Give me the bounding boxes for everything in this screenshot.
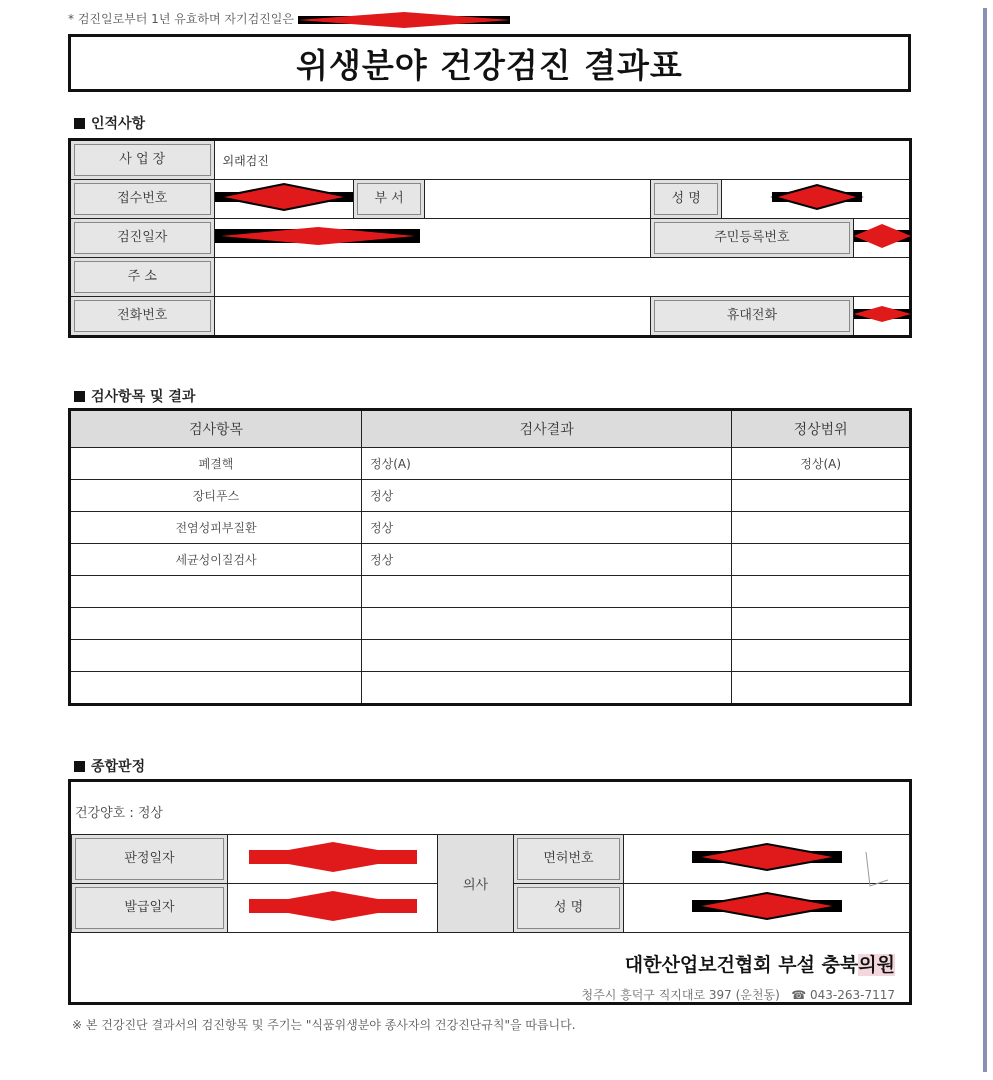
judge-date-value (228, 835, 438, 884)
redaction-mark (247, 889, 419, 923)
name-label: 성 명 (654, 183, 718, 215)
exam-date-label: 검진일자 (74, 222, 211, 254)
exam-date-value (214, 219, 651, 258)
table-row (70, 480, 911, 512)
validity-note: * 검진일로부터 1년 유효하며 자기검진일은 (68, 10, 510, 29)
address-label: 주 소 (74, 261, 211, 293)
phone-value (214, 297, 651, 337)
result-item: 폐결핵 (70, 448, 362, 480)
results-header-result: 검사결과 (362, 410, 732, 448)
issuing-organization: 대한산업보건협회 부설 충북의원 (624, 954, 895, 976)
redaction-mark (215, 182, 353, 212)
resident-no-value (853, 219, 910, 258)
stamp-highlight: 의원 (858, 954, 895, 976)
receipt-no-value (214, 180, 353, 219)
personal-info-table (68, 138, 912, 338)
table-row (70, 576, 911, 608)
result-value: 정상 (362, 480, 732, 512)
result-item (70, 640, 362, 672)
result-value: 정상 (362, 512, 732, 544)
redaction-mark (215, 221, 425, 251)
doctor-name-label: 성 명 (517, 887, 620, 929)
judge-date-label: 판정일자 (75, 838, 224, 880)
workplace-label: 사 업 장 (74, 144, 211, 176)
workplace-value: 외래검진 (214, 140, 911, 180)
section-results-heading: 검사항목 및 결과 (74, 386, 195, 406)
result-value: 정상 (362, 544, 732, 576)
result-range (732, 512, 911, 544)
table-row (70, 672, 911, 705)
section-personal-heading: 인적사항 (74, 113, 145, 133)
result-item: 장티푸스 (70, 480, 362, 512)
square-bullet-icon (74, 118, 85, 129)
result-value (362, 640, 732, 672)
result-item (70, 576, 362, 608)
table-row (70, 544, 911, 576)
license-label: 면허번호 (517, 838, 620, 880)
receipt-no-label: 접수번호 (74, 183, 211, 215)
doctor-label: 의사 (438, 835, 514, 933)
square-bullet-icon (74, 391, 85, 402)
results-header-range: 정상범위 (732, 410, 911, 448)
results-header-item: 검사항목 (70, 410, 362, 448)
result-value (362, 672, 732, 705)
table-row (70, 512, 911, 544)
phone-label: 전화번호 (74, 300, 211, 332)
judgment-box (68, 779, 912, 1005)
redaction-mark (247, 840, 419, 874)
signature-mark (858, 846, 898, 896)
issue-date-label: 발급일자 (75, 887, 224, 929)
result-item: 전염성피부질환 (70, 512, 362, 544)
redaction-mark (298, 11, 510, 29)
result-range (732, 544, 911, 576)
name-value (722, 180, 911, 219)
issue-date-value (228, 884, 438, 933)
department-label: 부 서 (357, 183, 421, 215)
mobile-label: 휴대전화 (654, 300, 850, 332)
redaction-mark (692, 889, 842, 923)
table-row (70, 640, 911, 672)
result-range (732, 640, 911, 672)
redaction-mark (854, 299, 911, 329)
address-value (214, 258, 911, 297)
redaction-mark (692, 840, 842, 874)
mobile-value (853, 297, 910, 337)
redaction-mark (854, 221, 911, 251)
page-right-border (983, 8, 987, 1072)
table-row (70, 448, 911, 480)
page-title: 위생분야 건강검진 결과표 (68, 34, 911, 92)
judgment-summary: 건강양호 : 정상 (75, 806, 163, 821)
section-judgment-heading: 종합판정 (74, 756, 145, 776)
organization-address: 청주시 흥덕구 직지대로 397 (운천동) ☎ 043-263-7117 (581, 988, 895, 1002)
result-value (362, 576, 732, 608)
results-table (68, 408, 912, 706)
result-item: 세균성이질검사 (70, 544, 362, 576)
result-range (732, 576, 911, 608)
result-value (362, 608, 732, 640)
footer-note: ※ 본 건강진단 결과서의 검진항목 및 주기는 "식품위생분야 종사자의 건강진단규칙"을 따릅니다. (72, 1018, 576, 1032)
result-item (70, 608, 362, 640)
square-bullet-icon (74, 761, 85, 772)
result-range (732, 480, 911, 512)
department-value (425, 180, 651, 219)
table-row (70, 608, 911, 640)
result-range (732, 608, 911, 640)
result-range: 정상(A) (732, 448, 911, 480)
resident-no-label: 주민등록번호 (654, 222, 850, 254)
result-item (70, 672, 362, 705)
redaction-mark (722, 182, 872, 212)
result-range (732, 672, 911, 705)
result-value: 정상(A) (362, 448, 732, 480)
judgment-table (71, 834, 910, 933)
